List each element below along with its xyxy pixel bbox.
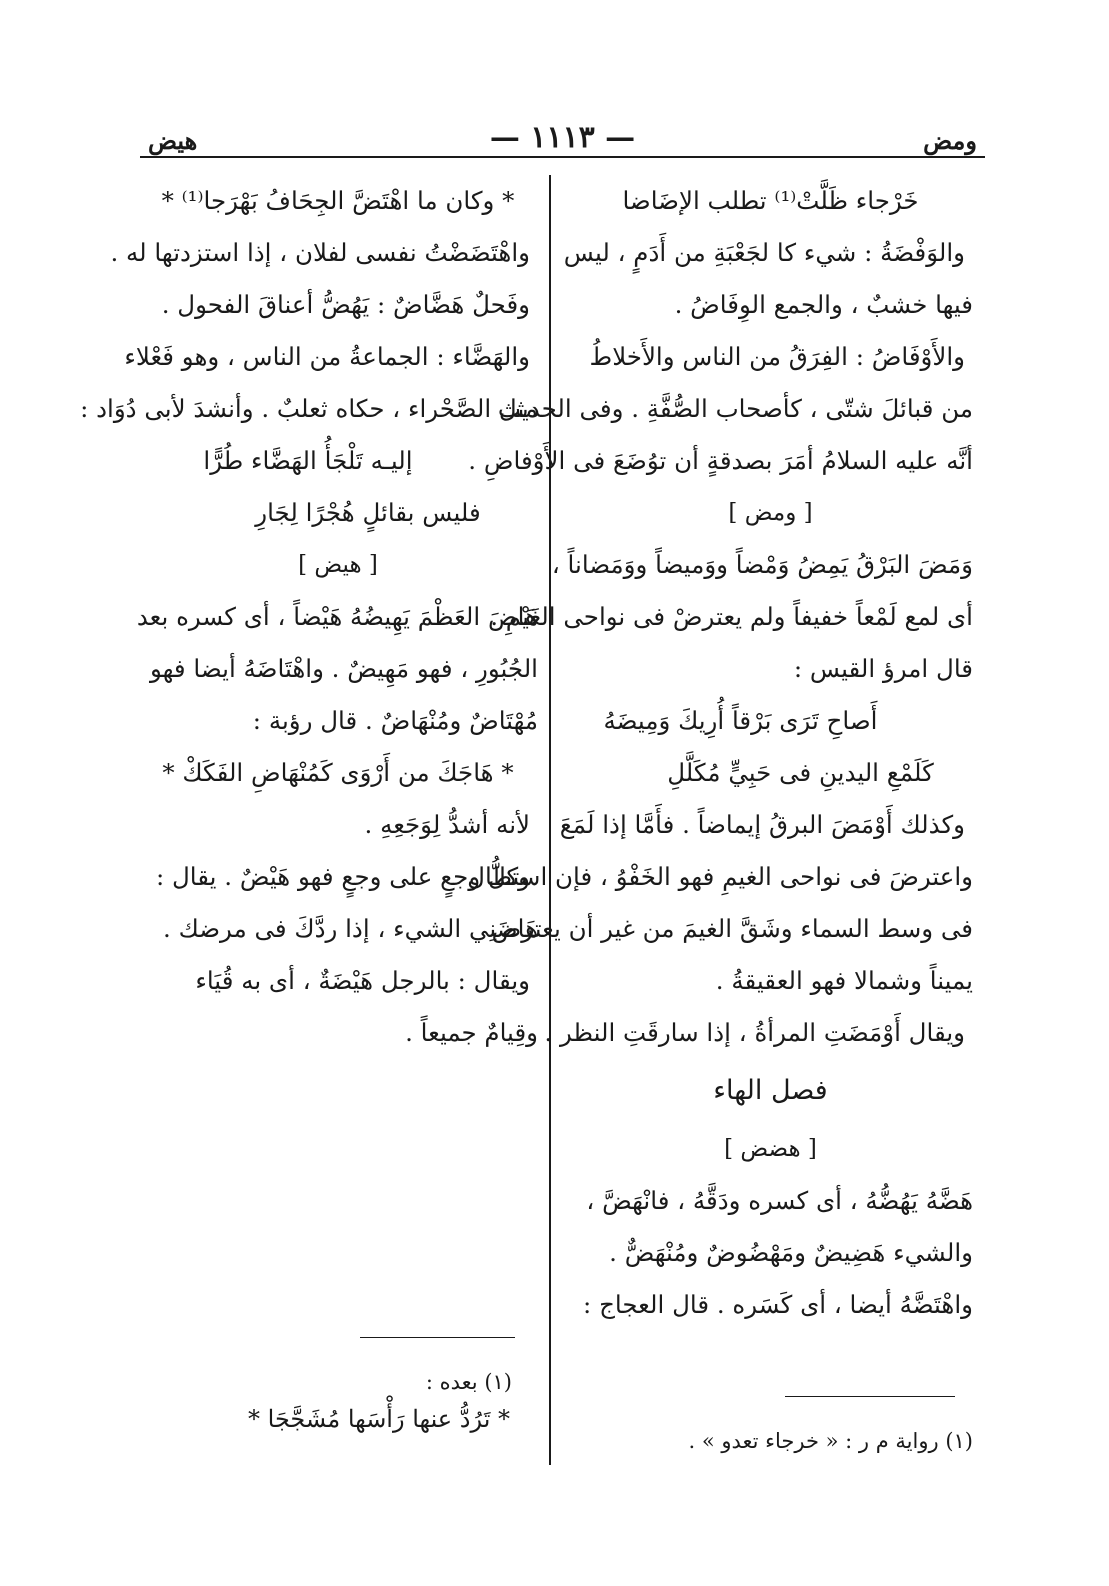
page-number: — ١١١٣ — [489, 120, 636, 155]
text-line: الجُبُورِ ، فهو مَهِيضٌ . واهْتَاضَهُ أيضا فهو [149, 654, 538, 683]
text-line: والهَضَّاء : الجماعةُ من الناس ، وهو فَعْلاء [124, 342, 530, 371]
text-line: قال امرؤ القيس : [793, 654, 973, 683]
text-line: ويقال : بالرجل هَيْضَةٌ ، أى به قُيَاء [195, 966, 530, 995]
text-line: أى لمع لَمْعاً خفيفاً ولم يعترضْ فى نواحى الغَيْمِ . [490, 602, 973, 631]
footnote-right: (١) رواية م ر : « خرجاء تعدو » . [688, 1429, 973, 1453]
entry-heading-hayd: [ هيض ] [298, 552, 378, 578]
text-line: هَاضَ العَظْمَ يَهِيضُهُ هَيْضاً ، أى كسره بعد [136, 602, 538, 631]
text-line: أنَّه عليه السلامُ أمَرَ بصدقةٍ أن توُضَعَ فى الأَوْفاضِ . [468, 446, 973, 475]
text-line: وكذلك أَوْمَضَ البرقُ إيماضاً . فأَمَّا إذا لَمَعَ [559, 810, 965, 839]
verse-line: إليـه تَلْجَأُ الهَضَّاء طُرًّا [203, 446, 413, 475]
text-line: والأَوْفَاضُ : الفِرَقُ من الناس والأَخلاطُ [589, 342, 965, 371]
header-right-headword: ومض [923, 126, 977, 155]
text-line: لأنه أشدُّ لِوَجَعِهِ . [364, 810, 530, 839]
text-line: مُهْتَاضٌ ومُنْهَاضٌ . قال رؤبة : [252, 706, 538, 735]
header-left-headword: هيض [148, 126, 198, 155]
footnote-rule-right [785, 1396, 955, 1397]
column-divider [549, 175, 551, 1465]
text-line: هَاضَنِي الشيء ، إذا ردَّكَ فى مرضك . [163, 914, 538, 943]
text-line: والشيء هَضِيضٌ ومَهْضُوضٌ ومُنْهَضٌّ . [609, 1238, 973, 1267]
text-line: وَمَضَ البَرْقُ يَمِضُ وَمْضاً ووَميضاً ووَمَضاناً ، [551, 550, 973, 579]
chapter-heading: فصل الهاء [713, 1075, 828, 1106]
footnote-left-verse: * تَرُدُّ عنها رَأْسَها مُشَجَّجَا * [248, 1405, 510, 1433]
text-line: والوَفْضَةُ : شيء كا لجَعْبَةِ من أَدَمٍ ، ليس [563, 238, 965, 267]
header-rule [140, 156, 985, 158]
verse-line: * وكان ما اهْتَضَّ الجِحَافُ بَهْرَجا⁽¹⁾ * [161, 186, 515, 215]
entry-heading-hadad: [ هضض ] [724, 1136, 817, 1162]
entry-heading-wamad: [ ومض ] [728, 500, 813, 526]
text-line: ويقال أَوْمَضَتِ المرأةُ ، إذا سارقَتِ النظر . [544, 1018, 965, 1047]
text-line: واعترضَ فى نواحى الغيمِ فهو الخَفْوُ ، فإن استطال [467, 862, 973, 891]
text-line: هَضَّهُ يَهُضُّهُ ، أى كسره ودَقَّهُ ، فانْهَضَّ ، [586, 1186, 973, 1215]
page-header [140, 120, 985, 158]
verse-line: خَرْجاء ظَلَّتْ⁽¹⁾ تطلب الإضَاضا [622, 186, 919, 215]
verse-line: فليس بقائلٍ هُجْرًا لِجَارِ [255, 498, 481, 527]
text-line: من قبائلَ شتّى ، كأصحاب الصُّفَّةِ . وفى الحديث [497, 394, 973, 423]
text-line: مثل الصَّحْراء ، حكاه ثعلبٌ . وأنشدَ لأبى دُوَاد : [80, 394, 538, 423]
footnote-left-label: (١) بعده : [425, 1370, 512, 1394]
verse-line: كَلَمْعِ اليدينِ فى حَبِيٍّ مُكَلَّلِ [667, 758, 934, 787]
text-line: فيها خشبٌ ، والجمع الوِفَاضُ . [674, 290, 973, 319]
verse-line: أَصاحِ تَرَى بَرْقاً أُرِيكَ وَمِيضَهُ [603, 706, 878, 735]
text-line: وفَحلٌ هَضَّاضٌ : يَهُضُّ أعناقَ الفحول . [161, 290, 530, 319]
verse-line: * هَاجَكَ من أَرْوَى كَمُنْهَاضِ الفَكَكْ * [162, 758, 514, 787]
text-line: وقِيامٌ جميعاً . [405, 1018, 538, 1047]
footnote-rule-left [360, 1337, 515, 1338]
text-line: فى وسط السماء وشَقَّ الغيمَ من غير أن يعترض [491, 914, 973, 943]
text-line: وكلُّ وجعٍ على وجعٍ فهو هَيْضٌ . يقال : [155, 862, 530, 891]
left-column [80, 175, 538, 1059]
text-line: يميناً وشمالا فهو العقيقةُ . [715, 966, 973, 995]
text-line: واهْتَضَضْتُ نفسى لفلان ، إذا استزدتها له . [110, 238, 530, 267]
text-line: واهْتَضَّهُ أيضا ، أى كَسَره . قال العجاج : [583, 1290, 973, 1319]
